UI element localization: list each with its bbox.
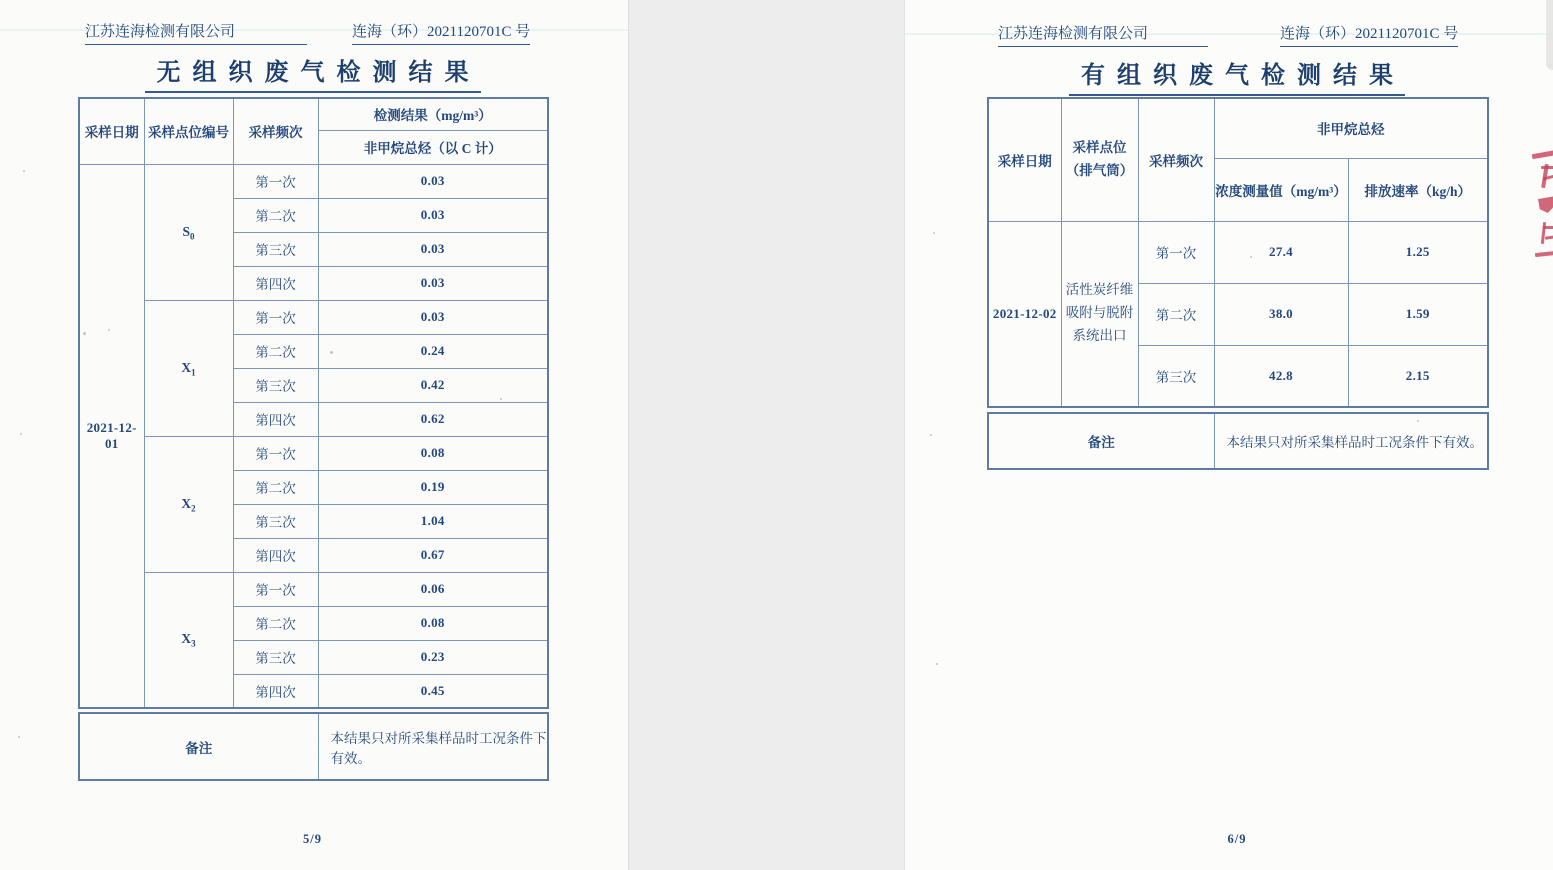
col-header-emission-rate: 排放速率（kg/h） (1348, 158, 1488, 221)
stamp-mark (1535, 251, 1553, 257)
sample-point-cell (144, 164, 233, 300)
col-header-result-sub: 非甲烷总烃（以 C 计） (318, 130, 548, 164)
sample-frequency-cell: 第三次 (233, 640, 318, 674)
sample-frequency-cell: 第一次 (233, 300, 318, 334)
sample-date-cell: 2021-12-02 (988, 221, 1061, 407)
sample-frequency-cell: 第三次 (233, 368, 318, 402)
result-value-cell: 0.03 (318, 164, 548, 198)
scan-speck (1250, 256, 1252, 258)
stamp-mark (1541, 166, 1553, 169)
col-header-concentration: 浓度测量值（mg/m³） (1214, 158, 1348, 221)
col-header-group: 非甲烷总烃 (1214, 98, 1488, 158)
company-name: 江苏连海检测有限公司 (998, 22, 1208, 47)
sample-point-cell (144, 300, 233, 436)
result-value-cell: 0.24 (318, 334, 548, 368)
emission-rate-cell: 1.59 (1348, 283, 1488, 345)
sample-frequency-cell: 第一次 (233, 436, 318, 470)
result-value-cell: 0.08 (318, 606, 548, 640)
table-row (79, 300, 548, 334)
page-number: 6/9 (1227, 832, 1247, 846)
scanner-background-gap (628, 0, 905, 870)
stamp-mark (1543, 226, 1553, 229)
sample-frequency-cell: 第二次 (233, 606, 318, 640)
sample-frequency-cell: 第二次 (233, 470, 318, 504)
header-row (79, 98, 548, 130)
point-subscript: 0 (190, 231, 195, 242)
remark-text: 本结果只对所采集样品时工况条件下有效。 (1214, 413, 1488, 469)
concentration-value-cell: 42.8 (1214, 345, 1348, 407)
remark-label: 备注 (79, 713, 318, 780)
sample-frequency-cell: 第二次 (233, 198, 318, 232)
table-row (79, 164, 548, 198)
result-value-cell: 0.45 (318, 674, 548, 708)
scan-speck (20, 433, 22, 435)
result-value-cell: 0.62 (318, 402, 548, 436)
remark-table (78, 712, 549, 781)
col-header-point-line2: （排气筒） (1065, 162, 1134, 178)
page-right (905, 0, 1553, 870)
report-number: 连海（环）2021120701C 号 (352, 20, 530, 45)
sample-frequency-cell: 第一次 (1138, 221, 1214, 283)
point-subscript: 1 (191, 367, 196, 378)
point-subscript: 3 (191, 639, 196, 649)
stamp-mark (1545, 235, 1553, 240)
point-label: X (181, 495, 192, 511)
table-row (79, 572, 548, 606)
col-header-frequency: 采样频次 (233, 98, 318, 164)
sample-frequency-cell: 第四次 (233, 402, 318, 436)
concentration-value-cell: 27.4 (1214, 221, 1348, 283)
stamp-mark (1538, 196, 1553, 213)
col-header-date: 采样日期 (79, 98, 144, 164)
remark-label: 备注 (988, 413, 1214, 469)
point-line: 系统出口 (1072, 328, 1127, 344)
scan-speck (933, 232, 935, 234)
sample-frequency-cell: 第一次 (233, 572, 318, 606)
scan-speck (108, 329, 110, 331)
sample-frequency-cell: 第一次 (233, 164, 318, 198)
result-value-cell: 0.03 (318, 266, 548, 300)
page-title: 无组织废气检测结果 (145, 52, 481, 93)
scan-speck (83, 332, 86, 335)
title-container (987, 55, 1487, 96)
col-header-frequency: 采样频次 (1138, 98, 1214, 221)
scan-speck (23, 170, 25, 172)
stamp-mark (1532, 150, 1553, 159)
col-header-point: 采样点位编号 (144, 98, 233, 164)
point-label: X (181, 359, 192, 375)
sample-frequency-cell: 第二次 (233, 334, 318, 368)
page-left (0, 0, 628, 870)
page-number: 5/9 (303, 832, 322, 846)
result-value-cell: 0.03 (318, 300, 548, 334)
sample-frequency-cell: 第三次 (233, 232, 318, 266)
sample-frequency-cell: 第三次 (1138, 345, 1214, 407)
remark-row (988, 413, 1488, 469)
header-row (988, 98, 1488, 158)
scan-speck (930, 434, 932, 436)
point-subscript: 2 (191, 503, 196, 514)
results-table-unorganized (78, 97, 549, 709)
scan-speck (18, 736, 20, 738)
result-value-cell: 0.19 (318, 470, 548, 504)
title-container (78, 52, 547, 93)
col-header-point-line1: 采样点位 (1072, 139, 1127, 155)
concentration-value-cell: 38.0 (1214, 283, 1348, 345)
sample-date-cell: 2021-12-01 (79, 164, 144, 708)
scan-speck (330, 351, 333, 354)
scan-speck (500, 398, 502, 400)
emission-rate-cell: 2.15 (1348, 345, 1488, 407)
result-value-cell: 0.03 (318, 232, 548, 266)
point-label: S (182, 223, 190, 239)
sample-frequency-cell: 第二次 (1138, 283, 1214, 345)
scan-speck (936, 663, 938, 665)
remark-table (987, 412, 1489, 470)
sample-point-cell (1061, 221, 1138, 407)
results-table-organized (987, 97, 1489, 408)
table-row (79, 436, 548, 470)
red-stamp-fragment (1523, 148, 1553, 266)
remark-text: 本结果只对所采集样品时工况条件下有效。 (318, 713, 548, 780)
emission-rate-cell: 1.25 (1348, 221, 1488, 283)
company-name: 江苏连海检测有限公司 (85, 20, 307, 45)
result-value-cell: 0.23 (318, 640, 548, 674)
result-value-cell: 0.03 (318, 198, 548, 232)
result-value-cell: 1.04 (318, 504, 548, 538)
point-label: X (181, 631, 192, 647)
col-header-point (1061, 98, 1138, 221)
col-header-date: 采样日期 (988, 98, 1061, 221)
result-value-cell: 0.42 (318, 368, 548, 402)
sample-point-cell (144, 436, 233, 572)
col-header-result: 检测结果（mg/m³） (318, 98, 548, 130)
point-line: 活性炭纤维 (1065, 282, 1134, 298)
sample-frequency-cell: 第三次 (233, 504, 318, 538)
table-row (988, 221, 1488, 283)
result-value-cell: 0.06 (318, 572, 548, 606)
sample-frequency-cell: 第四次 (233, 266, 318, 300)
result-value-cell: 0.67 (318, 538, 548, 572)
scan-speck (1417, 420, 1419, 422)
point-line: 吸附与脱附 (1065, 305, 1134, 321)
result-value-cell: 0.08 (318, 436, 548, 470)
page-title: 有组织废气检测结果 (1069, 55, 1405, 96)
report-number: 连海（环）2021120701C 号 (1280, 22, 1458, 47)
page-edge-shade (1546, 0, 1553, 70)
sample-point-cell (144, 572, 233, 708)
remark-row (79, 713, 548, 780)
sample-frequency-cell: 第四次 (233, 538, 318, 572)
sample-frequency-cell: 第四次 (233, 674, 318, 708)
